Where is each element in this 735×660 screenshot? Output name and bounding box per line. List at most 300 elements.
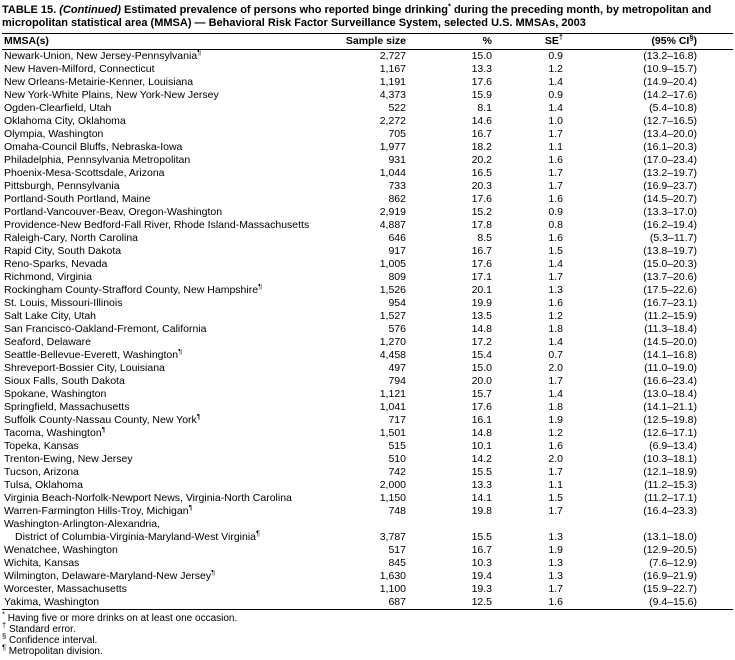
percent-cell: 13.5 <box>471 310 492 322</box>
ci-cell: (16.4–23.3) <box>643 505 697 517</box>
table-row <box>2 193 733 206</box>
ci-cell: (11.2–15.3) <box>644 479 697 491</box>
sample-size-cell: 510 <box>388 453 406 465</box>
metropolitan-division-mark: ¶ <box>178 349 183 356</box>
ci-cell: (12.9–20.5) <box>643 544 697 556</box>
table-row <box>2 492 733 505</box>
footnote-text: Confidence interval. <box>6 635 98 646</box>
se-cell: 1.6 <box>548 193 563 205</box>
metropolitan-division-mark: ¶ <box>188 505 193 512</box>
percent-cell: 20.3 <box>471 180 492 192</box>
table-row <box>2 323 733 336</box>
se-cell: 1.6 <box>548 440 563 452</box>
percent-cell: 17.6 <box>471 193 492 205</box>
mmsa-name-cell <box>2 102 340 115</box>
ci-cell: (13.1–18.0) <box>643 531 697 543</box>
mmsa-name-text: Philadelphia, Pennsylvania Metropolitan <box>4 154 191 166</box>
percent-cell: 16.1 <box>471 414 492 426</box>
percent-cell: 20.0 <box>471 375 492 387</box>
se-cell: 1.9 <box>548 414 563 426</box>
se-cell: 0.9 <box>548 206 563 218</box>
mmsa-name-cell <box>2 453 340 466</box>
sample-size-cell: 1,270 <box>379 336 406 348</box>
table-row <box>2 206 733 219</box>
table-row <box>2 466 733 479</box>
percent-cell: 19.4 <box>471 570 492 582</box>
mmsa-name-line2: District of Columbia-Virginia-Maryland-West Virginia¶ <box>15 528 261 543</box>
mmsa-name-cell <box>2 50 340 64</box>
percent-cell: 16.5 <box>471 167 492 179</box>
ci-cell: (12.1–18.9) <box>643 466 697 478</box>
mmsa-name-cell <box>2 440 340 453</box>
percent-cell: 16.7 <box>471 544 492 556</box>
mmsa-name-text: St. Louis, Missouri-Illinois <box>4 297 123 309</box>
table-row <box>2 388 733 401</box>
ci-cell: (11.2–17.1) <box>644 492 697 504</box>
percent-cell: 10.1 <box>471 440 492 452</box>
asterisk-mark: * <box>447 1 451 11</box>
mmsa-name-cell <box>2 310 340 323</box>
col-header-se <box>492 34 563 50</box>
percent-cell: 15.9 <box>471 89 492 101</box>
title-text-rest: during the preceding month, by metropolitan and micropolitan statistical area (MMSA) — Behavioral Risk Factor Surveillance System, selected U.S. MMSAs, 2003 <box>2 4 712 29</box>
table-row <box>2 219 733 232</box>
table-row <box>2 349 733 362</box>
sample-size-cell: 2,000 <box>379 479 406 491</box>
table-row <box>2 102 733 115</box>
sample-size-cell: 1,005 <box>379 258 406 270</box>
table-row <box>2 76 733 89</box>
mmsa-name-text: Tulsa, Oklahoma <box>4 479 83 491</box>
se-cell: 0.8 <box>548 219 563 231</box>
sample-size-cell: 4,887 <box>379 219 406 231</box>
ci-cell: (5.4–10.8) <box>649 102 697 114</box>
table-row <box>2 479 733 492</box>
table-row <box>2 414 733 427</box>
table-row <box>2 63 733 76</box>
se-cell: 1.2 <box>548 427 563 439</box>
mmsa-name-cell <box>2 349 340 362</box>
mmsa-name-cell <box>2 375 340 388</box>
mmsa-name-cell <box>2 232 340 245</box>
ci-cell: (16.2–19.4) <box>643 219 697 231</box>
se-cell: 1.7 <box>548 583 563 595</box>
sample-size-cell: 2,727 <box>379 50 406 62</box>
sample-size-cell: 794 <box>388 375 406 387</box>
table-row <box>2 271 733 284</box>
table-row <box>2 167 733 180</box>
mmsa-name-text: Pittsburgh, Pennsylvania <box>4 180 120 192</box>
table-row <box>2 115 733 128</box>
table-row <box>2 310 733 323</box>
table-row <box>2 401 733 414</box>
footnote-metropolitan-division <box>2 642 733 657</box>
table-row <box>2 297 733 310</box>
ci-cell: (14.5–20.7) <box>643 193 697 205</box>
mmsa-name-cell <box>2 284 340 297</box>
sample-size-cell: 2,272 <box>379 115 406 127</box>
percent-cell: 19.8 <box>471 505 492 517</box>
sample-size-cell: 748 <box>388 505 406 517</box>
table-body <box>2 50 733 610</box>
mmsa-name-cell <box>2 336 340 349</box>
mmsa-name-text: Rapid City, South Dakota <box>4 245 122 257</box>
se-cell: 1.2 <box>548 310 563 322</box>
se-cell: 1.1 <box>548 479 563 491</box>
mmsa-name-text: New Orleans-Metairie-Kenner, Louisiana <box>4 76 194 88</box>
sample-size-cell: 522 <box>388 102 406 114</box>
metropolitan-division-mark: ¶ <box>196 414 201 421</box>
mmsa-name-cell <box>2 115 340 128</box>
table-row <box>2 596 733 610</box>
sample-size-cell: 3,787 <box>379 531 406 543</box>
mmsa-name-text: Tacoma, Washington <box>4 427 102 439</box>
mmsa-name-text: Suffolk County-Nassau County, New York <box>4 414 197 426</box>
mmsa-name-cell <box>2 505 340 518</box>
col-header-sample-size-label: Sample size <box>345 35 406 47</box>
percent-cell: 20.1 <box>471 284 492 296</box>
mmsa-name-text: Wichita, Kansas <box>4 557 80 569</box>
mmsa-name-line1: Washington-Arlington-Alexandria, <box>4 518 161 530</box>
percent-cell: 17.6 <box>471 76 492 88</box>
sample-size-cell: 1,977 <box>379 141 406 153</box>
mmsa-name-text: Raleigh-Cary, North Carolina <box>4 232 139 244</box>
title-table-number: TABLE 15. <box>2 4 60 16</box>
col-header-percent <box>406 34 492 50</box>
percent-cell: 20.2 <box>471 154 492 166</box>
sample-size-cell: 576 <box>388 323 406 335</box>
mmsa-name-cell <box>2 557 340 570</box>
se-cell: 1.3 <box>548 570 563 582</box>
sample-size-cell: 954 <box>388 297 406 309</box>
mmsa-name-cell <box>2 245 340 258</box>
table-row <box>2 284 733 297</box>
percent-cell: 13.3 <box>471 479 492 491</box>
percent-cell: 15.0 <box>471 50 492 62</box>
percent-cell: 15.0 <box>471 362 492 374</box>
mmsa-name-text: Omaha-Council Bluffs, Nebraska-Iowa <box>4 141 183 153</box>
se-cell: 2.0 <box>548 362 563 374</box>
ci-cell: (10.3–18.1) <box>643 453 697 465</box>
mmsa-name-text: Wilmington, Delaware-Maryland-New Jersey <box>4 570 212 582</box>
percent-cell: 15.5 <box>471 466 492 478</box>
sample-size-cell: 1,501 <box>379 427 406 439</box>
mmsa-name-text: Seaford, Delaware <box>4 336 91 348</box>
percent-cell: 17.1 <box>471 271 492 283</box>
mmsa-name-cell <box>2 271 340 284</box>
sample-size-cell: 1,526 <box>379 284 406 296</box>
ci-cell: (13.4–20.0) <box>643 128 697 140</box>
sample-size-cell: 687 <box>340 596 406 610</box>
percent-cell: 17.8 <box>471 219 492 231</box>
mmsa-name-cell <box>2 63 340 76</box>
mmsa-name-text: Topeka, Kansas <box>4 440 79 452</box>
sample-size-cell: 515 <box>388 440 406 452</box>
sample-size-cell: 931 <box>388 154 406 166</box>
mmsa-name-cell <box>2 141 340 154</box>
se-cell: 1.4 <box>548 258 563 270</box>
sample-size-cell: 733 <box>388 180 406 192</box>
se-cell: 1.0 <box>548 115 563 127</box>
percent-cell: 15.2 <box>471 206 492 218</box>
ci-cell: (12.5–19.8) <box>643 414 697 426</box>
mmsa-name-text: Olympia, Washington <box>4 128 104 140</box>
table-row <box>2 362 733 375</box>
col-header-sample-size <box>340 34 406 50</box>
mmsa-name-cell <box>2 414 340 427</box>
mmsa-name-text: New York-White Plains, New York-New Jersey <box>4 89 219 101</box>
sample-size-cell: 1,044 <box>379 167 406 179</box>
mmsa-name-cell <box>2 570 340 583</box>
section-mark: § <box>689 32 694 42</box>
mmsa-name-cell <box>2 388 340 401</box>
table-row <box>2 141 733 154</box>
table-row <box>2 518 733 544</box>
mmsa-name-text: Worcester, Massachusetts <box>4 583 127 595</box>
se-cell: 1.7 <box>548 167 563 179</box>
percent-cell: 14.1 <box>471 492 492 504</box>
metropolitan-division-mark: ¶ <box>211 570 216 577</box>
dagger-mark: † <box>2 620 7 630</box>
mmsa-name-cell <box>2 596 340 610</box>
percent-cell: 19.9 <box>471 297 492 309</box>
ci-cell: (13.0–18.4) <box>643 388 697 400</box>
metropolitan-division-mark: ¶ <box>101 427 106 434</box>
col-header-mmsa-label: MMSA(s) <box>4 35 49 47</box>
se-cell: 1.4 <box>548 336 563 348</box>
sample-size-cell: 862 <box>388 193 406 205</box>
table-row <box>2 505 733 518</box>
title-text: Estimated prevalence of persons who reported binge drinking <box>120 4 448 16</box>
sample-size-cell: 2,919 <box>379 206 406 218</box>
col-header-mmsa <box>2 34 340 50</box>
mmsa-name-cell <box>2 297 340 310</box>
ci-cell: (14.2–17.6) <box>643 89 697 101</box>
table-row <box>2 427 733 440</box>
mmsa-name-cell <box>2 427 340 440</box>
mmsa-name-cell <box>2 193 340 206</box>
ci-cell: (13.2–19.7) <box>643 167 697 179</box>
percent-cell: 15.4 <box>471 349 492 361</box>
mmsa-name-cell <box>2 258 340 271</box>
se-cell: 1.2 <box>548 63 563 75</box>
sample-size-cell: 646 <box>388 232 406 244</box>
se-cell: 1.3 <box>548 284 563 296</box>
table-row <box>2 583 733 596</box>
col-header-se-label: SE <box>544 35 559 47</box>
sample-size-cell: 4,373 <box>379 89 406 101</box>
mmsa-name-cell <box>2 466 340 479</box>
se-cell: 1.7 <box>548 271 563 283</box>
sample-size-cell: 1,191 <box>379 76 406 88</box>
ci-cell: (5.3–11.7) <box>649 232 697 244</box>
mmsa-name-cell <box>2 219 340 232</box>
table-row <box>2 440 733 453</box>
mmsa-name-text: Providence-New Bedford-Fall River, Rhode Island-Massachusetts <box>4 219 310 231</box>
col-header-percent-label: % <box>482 35 492 47</box>
table-row <box>2 128 733 141</box>
mmsa-name-text: Sioux Falls, South Dakota <box>4 375 125 387</box>
table-row <box>2 232 733 245</box>
se-cell: 1.4 <box>548 76 563 88</box>
se-cell: 1.6 <box>548 232 563 244</box>
mmsa-name-cell <box>2 479 340 492</box>
ci-cell: (14.9–20.4) <box>643 76 697 88</box>
mmsa-name-text: Ogden-Clearfield, Utah <box>4 102 112 114</box>
table-row <box>2 375 733 388</box>
table-row <box>2 154 733 167</box>
footnotes <box>2 610 733 657</box>
ci-cell: (16.9–21.9) <box>643 570 697 582</box>
dagger-mark: † <box>558 32 563 42</box>
mmsa-name-text: Portland-Vancouver-Beav, Oregon-Washington <box>4 206 223 218</box>
ci-cell: (13.3–17.0) <box>643 206 697 218</box>
mmsa-name-text: Reno-Sparks, Nevada <box>4 258 108 270</box>
se-cell: 1.7 <box>548 375 563 387</box>
percent-cell: 17.6 <box>471 401 492 413</box>
mmsa-name-text: Oklahoma City, Oklahoma <box>4 115 126 127</box>
percent-cell: 15.7 <box>471 388 492 400</box>
percent-cell: 18.2 <box>471 141 492 153</box>
percent-cell: 13.3 <box>471 63 492 75</box>
sample-size-cell: 742 <box>388 466 406 478</box>
metropolitan-division-mark: ¶ <box>197 49 202 57</box>
sample-size-cell: 1,150 <box>379 492 406 504</box>
mmsa-name-text: Spokane, Washington <box>4 388 107 400</box>
col-header-ci <box>563 34 733 50</box>
se-cell: 1.8 <box>548 323 563 335</box>
table-row <box>2 50 733 64</box>
se-cell: 1.4 <box>548 102 563 114</box>
section-mark: § <box>2 631 7 641</box>
percent-cell: 14.6 <box>471 115 492 127</box>
mmsa-name-text: Springfield, Massachusetts <box>4 401 130 413</box>
ci-cell: (11.0–19.0) <box>644 362 697 374</box>
mmsa-name-cell <box>2 128 340 141</box>
se-cell: 1.7 <box>548 180 563 192</box>
table-title <box>2 1 733 30</box>
ci-cell: (16.9–23.7) <box>643 180 697 192</box>
ci-cell: (12.7–16.5) <box>643 115 697 127</box>
sample-size-cell: 1,630 <box>379 570 406 582</box>
mmsa-name-cell <box>2 206 340 219</box>
ci-cell: (14.5–20.0) <box>643 336 697 348</box>
percent-cell: 16.7 <box>471 128 492 140</box>
sample-size-cell: 1,167 <box>379 63 406 75</box>
sample-size-cell: 717 <box>388 414 406 426</box>
table-row <box>2 89 733 102</box>
ci-cell: (15.0–20.3) <box>643 258 697 270</box>
se-cell: 1.7 <box>548 128 563 140</box>
mmsa-name-text: Tucson, Arizona <box>4 466 79 478</box>
percent-cell: 8.5 <box>477 232 492 244</box>
sample-size-cell: 809 <box>388 271 406 283</box>
se-cell: 1.4 <box>548 388 563 400</box>
se-cell: 2.0 <box>548 453 563 465</box>
metropolitan-division-mark: ¶ <box>256 528 261 538</box>
se-cell: 1.6 <box>548 154 563 166</box>
ci-cell: (11.3–18.4) <box>644 323 697 335</box>
ci-cell: (16.6–23.4) <box>643 375 697 387</box>
se-cell: 1.7 <box>548 466 563 478</box>
mmsa-name-cell <box>2 167 340 180</box>
ci-cell: (6.9–13.4) <box>649 440 697 452</box>
table-row <box>2 570 733 583</box>
mmsa-name-text: Newark-Union, New Jersey-Pennsylvania <box>4 50 198 62</box>
percent-cell: 17.6 <box>471 258 492 270</box>
sample-size-cell: 1,527 <box>379 310 406 322</box>
sample-size-cell: 497 <box>388 362 406 374</box>
ci-cell: (7.6–12.9) <box>649 557 697 569</box>
percent-cell: 17.2 <box>471 336 492 348</box>
ci-cell: (17.0–23.4) <box>643 154 697 166</box>
mmsa-name-cell <box>2 76 340 89</box>
percent-cell: 16.7 <box>471 245 492 257</box>
ci-cell: (13.7–20.6) <box>643 271 697 283</box>
se-cell: 1.6 <box>548 297 563 309</box>
mmsa-name-cell <box>2 544 340 557</box>
title-continued: (Continued) <box>59 4 121 16</box>
mmsa-name-text: San Francisco-Oakland-Fremont, California <box>4 323 207 335</box>
ci-cell: (13.8–19.7) <box>643 245 697 257</box>
footnote-text: Standard error. <box>6 624 76 635</box>
percent-cell: 14.8 <box>471 323 492 335</box>
footnote-confidence-interval <box>2 631 733 646</box>
se-cell: 1.5 <box>548 492 563 504</box>
footnote-standard-error <box>2 620 733 635</box>
se-cell: 1.1 <box>548 141 563 153</box>
table-row <box>2 258 733 271</box>
footnote-binge-definition <box>2 609 733 624</box>
sample-size-cell: 517 <box>388 544 406 556</box>
mmsa-name-text: Shreveport-Bossier City, Louisiana <box>4 362 165 374</box>
mmsa-name-text: New Haven-Milford, Connecticut <box>4 63 155 75</box>
metropolitan-division-mark: ¶ <box>258 284 263 291</box>
mmsa-name-text: Phoenix-Mesa-Scottsdale, Arizona <box>4 167 165 179</box>
mmsa-name-text: Salt Lake City, Utah <box>4 310 97 322</box>
ci-cell: (15.9–22.7) <box>643 583 697 595</box>
percent-cell: 19.3 <box>471 583 492 595</box>
table-row <box>2 336 733 349</box>
ci-cell: (14.1–21.1) <box>643 401 697 413</box>
mmsa-name-text: Yakima, Washington <box>4 596 100 608</box>
ci-cell: (14.1–16.8) <box>643 349 697 361</box>
sample-size-cell: 4,458 <box>379 349 406 361</box>
se-cell: 1.6 <box>492 596 563 610</box>
table-row <box>2 245 733 258</box>
mmsa-name-cell <box>2 323 340 336</box>
mmsa-name-cell <box>2 362 340 375</box>
mmsa-name-text: Rockingham County-Strafford County, New Hampshire <box>4 284 259 296</box>
mmsa-name-text: Richmond, Virginia <box>4 271 92 283</box>
col-header-ci-paren: ) <box>693 35 697 47</box>
mmsa-name-cell <box>2 492 340 505</box>
table-row <box>2 453 733 466</box>
se-cell: 1.8 <box>548 401 563 413</box>
ci-cell: (11.2–15.9) <box>644 310 697 322</box>
table-row <box>2 180 733 193</box>
sample-size-cell: 1,041 <box>379 401 406 413</box>
table-header <box>2 34 733 50</box>
se-cell: 1.3 <box>548 531 563 543</box>
ci-cell: (10.9–15.7) <box>643 63 697 75</box>
asterisk-mark: * <box>2 609 5 619</box>
se-cell: 1.5 <box>548 245 563 257</box>
footnote-text: Metropolitan division. <box>6 646 103 657</box>
ci-cell: (9.4–15.6) <box>563 596 733 610</box>
ci-cell: (13.2–16.8) <box>643 50 697 62</box>
percent-cell: 10.3 <box>471 557 492 569</box>
